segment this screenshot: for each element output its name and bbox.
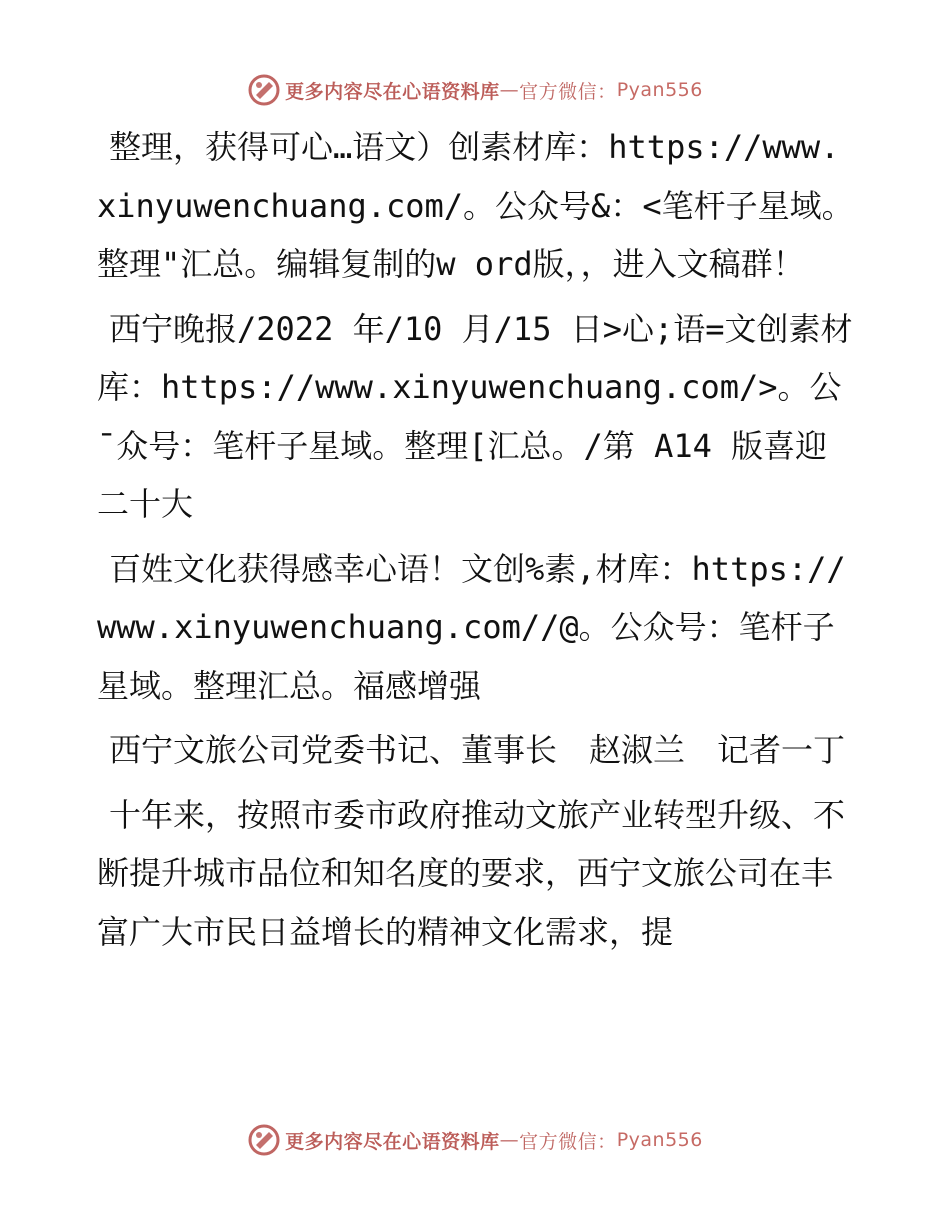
paragraph-2: 西宁晚报/2022 年/10 月/15 日>心;语=文创素材库：https://www.xinyuwenchuang.com/>。公¯众号：笔杆子星域。整理[汇总。/第 A14 版喜迎二十大 — [97, 309, 853, 523]
banner-wechat-label: 官方微信： — [519, 80, 617, 103]
paragraph-5: 十年来，按照市委市政府推动文旅产业转型升级、不断提升城市品位和知名度的要求，西宁文旅公司在丰富广大市民日益增长的精神文化需求，提 — [97, 795, 846, 951]
paragraph-3: 百姓文化获得感幸心语！文创%素,材库：https://www.xinyuwenchuang.com//@。公众号：笔杆子星域。整理汇总。福感增强 — [97, 549, 846, 705]
banner-wechat-id: Pyan556 — [616, 1129, 703, 1151]
brand-logo-icon — [247, 1123, 281, 1157]
banner-title: 更多内容尽在心语资料库 — [285, 1130, 500, 1153]
paragraph-4: 西宁文旅公司党委书记、董事长 赵淑兰 记者一丁 — [109, 731, 846, 769]
banner-separator: — — [499, 1129, 520, 1151]
footer-watermark — [0, 1120, 950, 1160]
header-watermark — [0, 70, 950, 110]
brand-logo-icon — [247, 73, 281, 107]
document-body — [97, 118, 857, 967]
banner-separator: — — [499, 79, 520, 101]
banner-wechat-label: 官方微信： — [519, 1130, 617, 1153]
banner-wechat-id: Pyan556 — [616, 79, 703, 101]
paragraph-1: 整理，获得可心…语文）创素材库：https://www.xinyuwenchuang.com/。公众号&：<笔杆子星域。整理"汇总。编辑复制的w ord版，，进入文稿群！ — [97, 128, 854, 283]
banner-title: 更多内容尽在心语资料库 — [285, 80, 500, 103]
